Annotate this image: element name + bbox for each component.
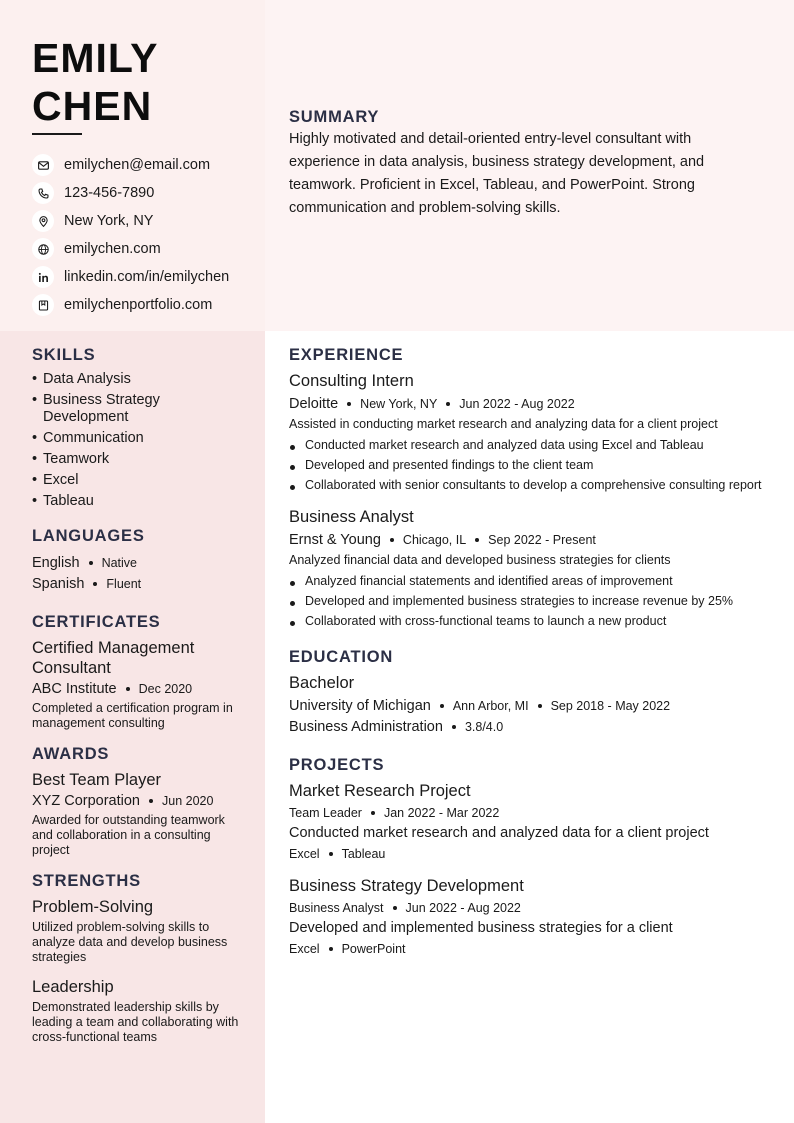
strength-name: Leadership [32, 978, 114, 996]
certificates-heading: CERTIFICATES [32, 613, 161, 631]
candidate-name: EMILY CHEN [32, 35, 158, 129]
job-title: Business Analyst [289, 508, 414, 526]
project-dates: Jun 2022 - Aug 2022 [405, 900, 521, 915]
job-description: Assisted in conducting market research and analyzing data for a client project [289, 417, 718, 431]
language-item [32, 552, 247, 573]
job-bullet: Analyzed financial statements and identified areas of improvement [289, 574, 764, 589]
separator-dot [390, 538, 394, 542]
globe-icon [32, 238, 54, 260]
job-bullet: Developed and presented findings to the client team [289, 458, 764, 473]
separator-dot [329, 947, 333, 951]
project-description: Developed and implemented business strategies for a client [289, 920, 673, 936]
strength-item [32, 977, 247, 1045]
education-meta [289, 695, 764, 716]
project-title: Business Strategy Development [289, 877, 524, 895]
job-bullets [289, 438, 764, 493]
contact-website-text: emilychen.com [64, 241, 161, 257]
language-item [32, 573, 247, 594]
award-issuer: XYZ Corporation [32, 793, 140, 809]
experience-heading: EXPERIENCE [289, 346, 404, 364]
projects-heading: PROJECTS [289, 756, 385, 774]
awards-heading: AWARDS [32, 745, 110, 763]
separator-dot [347, 402, 351, 406]
project-meta [289, 803, 764, 822]
education-field-row [289, 716, 764, 737]
award-meta [32, 793, 247, 809]
contact-portfolio[interactable] [32, 291, 262, 319]
separator-dot [371, 811, 375, 815]
skill-item: • Teamwork [32, 451, 247, 468]
experience-item [289, 371, 764, 493]
certificate-name: Certified Management Consultant [32, 639, 195, 677]
skills-list [32, 371, 247, 510]
phone-icon [32, 182, 54, 204]
project-tag: Excel [289, 846, 320, 861]
job-bullet: Collaborated with cross-functional teams to launch a new product [289, 614, 764, 629]
contact-location-text: New York, NY [64, 213, 154, 229]
project-description: Conducted market research and analyzed data for a client project [289, 825, 709, 841]
separator-dot [452, 725, 456, 729]
experience-item [289, 507, 764, 629]
summary-heading: SUMMARY [289, 108, 380, 126]
language-name: English [32, 554, 80, 571]
job-bullets [289, 574, 764, 629]
mail-icon [32, 154, 54, 176]
job-location: New York, NY [360, 396, 438, 411]
job-company: Deloitte [289, 395, 339, 412]
education-location: Ann Arbor, MI [452, 698, 529, 713]
separator-dot [393, 906, 397, 910]
strength-description: Utilized problem-solving skills to analyze data and develop business strategies [32, 920, 228, 964]
job-title: Consulting Intern [289, 372, 414, 390]
project-tag: Tableau [341, 846, 386, 861]
award-description: Awarded for outstanding teamwork and collaboration in a consulting project [32, 813, 225, 857]
language-level: Native [101, 555, 137, 570]
skill-item: • Excel [32, 472, 247, 489]
separator-dot [440, 704, 444, 708]
contact-website[interactable] [32, 235, 262, 263]
education-degree: Bachelor [289, 674, 355, 692]
contact-phone[interactable] [32, 179, 262, 207]
award-item [32, 770, 247, 858]
project-tag: PowerPoint [341, 941, 406, 956]
contact-email[interactable] [32, 151, 262, 179]
project-role: Business Analyst [289, 900, 384, 915]
certificate-item [32, 638, 247, 731]
name-divider [32, 133, 82, 135]
sidebar [32, 346, 247, 1059]
skill-item: • Data Analysis [32, 371, 247, 388]
project-tag: Excel [289, 941, 320, 956]
job-location: Chicago, IL [402, 532, 467, 547]
certificate-description: Completed a certification program in management consulting [32, 701, 233, 730]
separator-dot [329, 852, 333, 856]
skill-item: • Tableau [32, 493, 247, 510]
skill-item: • Communication [32, 430, 247, 447]
job-dates: Jun 2022 - Aug 2022 [459, 396, 575, 411]
strength-item [32, 897, 247, 965]
job-bullet: Developed and implemented business strategies to increase revenue by 25% [289, 594, 764, 609]
job-bullet: Collaborated with senior consultants to develop a comprehensive consulting report [289, 478, 764, 493]
language-name: Spanish [32, 575, 85, 592]
linkedin-icon [32, 266, 54, 288]
separator-dot [149, 799, 153, 803]
location-pin-icon [32, 210, 54, 232]
separator-dot [93, 582, 97, 586]
languages-list [32, 552, 247, 594]
certificate-meta [32, 681, 247, 697]
skill-item: • Business Strategy Development [32, 392, 247, 426]
education-heading: EDUCATION [289, 648, 394, 666]
strength-name: Problem-Solving [32, 898, 154, 916]
main-column [289, 346, 764, 971]
job-bullet: Conducted market research and analyzed data using Excel and Tableau [289, 438, 764, 453]
contact-email-text: emilychen@email.com [64, 157, 211, 173]
education-gpa: 3.8/4.0 [464, 719, 504, 734]
award-date: Jun 2020 [162, 794, 214, 808]
separator-dot [446, 402, 450, 406]
contact-location [32, 207, 262, 235]
certificate-issuer: ABC Institute [32, 681, 117, 697]
education-field: Business Administration [289, 718, 443, 735]
summary-text: Highly motivated and detail-oriented entry-level consultant with experience in data analysis, business strategy development, and teamwork. Proficient in Excel, Tableau, and PowerPoint. Strong communication and problem-solving skills. [289, 131, 705, 216]
strength-description: Demonstrated leadership skills by leading a team and collaborating with cross-functional teams [32, 1000, 239, 1044]
job-description: Analyzed financial data and developed business strategies for clients [289, 553, 671, 567]
separator-dot [475, 538, 479, 542]
project-role: Team Leader [289, 805, 362, 820]
education-dates: Sep 2018 - May 2022 [550, 698, 671, 713]
project-tags [289, 844, 764, 863]
job-meta [289, 529, 764, 550]
skills-heading: SKILLS [32, 346, 96, 364]
contact-linkedin-text: linkedin.com/in/emilychen [64, 269, 230, 285]
separator-dot [89, 561, 93, 565]
education-item [289, 673, 764, 737]
contact-phone-text: 123-456-7890 [64, 185, 155, 201]
job-dates: Sep 2022 - Present [488, 532, 596, 547]
languages-heading: LANGUAGES [32, 527, 145, 545]
job-meta [289, 393, 764, 414]
separator-dot [538, 704, 542, 708]
award-name: Best Team Player [32, 771, 162, 789]
education-school: University of Michigan [289, 697, 431, 714]
portfolio-icon [32, 294, 54, 316]
project-tags [289, 939, 764, 958]
project-item [289, 781, 764, 863]
job-company: Ernst & Young [289, 531, 381, 548]
contact-linkedin[interactable] [32, 263, 262, 291]
contact-portfolio-text: emilychenportfolio.com [64, 297, 213, 313]
project-dates: Jan 2022 - Mar 2022 [383, 805, 500, 820]
project-meta [289, 898, 764, 917]
certificate-date: Dec 2020 [138, 682, 193, 696]
separator-dot [126, 687, 130, 691]
strengths-heading: STRENGTHS [32, 872, 141, 890]
contact-list [32, 151, 262, 319]
project-item [289, 876, 764, 958]
language-level: Fluent [106, 576, 142, 591]
project-title: Market Research Project [289, 782, 471, 800]
